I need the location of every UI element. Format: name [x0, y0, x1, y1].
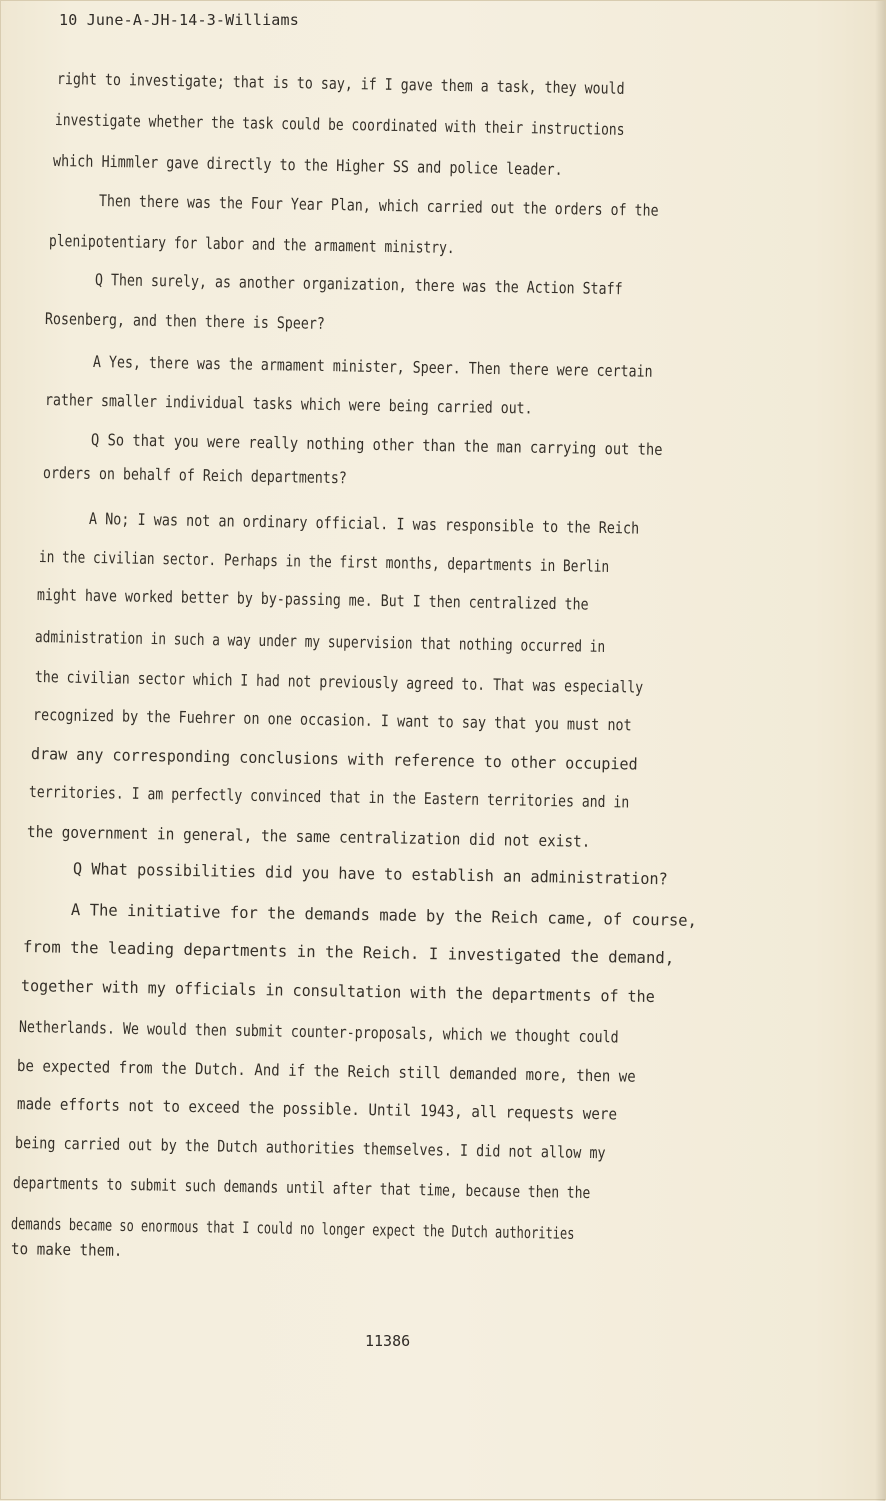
text-line: draw any corresponding conclusions with reference to other occupied: [30, 744, 638, 774]
text-line: administration in such a way under my supervision that nothing occurred in: [34, 627, 606, 656]
text-line: plenipotentiary for labor and the armament ministry.: [48, 231, 455, 258]
text-line: be expected from the Dutch. And if the Reich still demanded more, then we: [16, 1056, 636, 1086]
text-line: A The initiative for the demands made by the Reich came, of course,: [70, 900, 698, 930]
text-line: to make them.: [10, 1239, 123, 1260]
text-line: rather smaller individual tasks which were being carried out.: [44, 390, 533, 418]
text-line: recognized by the Fuehrer on one occasion. I want to say that you must not: [32, 705, 632, 735]
text-line: the civilian sector which I had not previously agreed to. That was especially: [34, 667, 644, 697]
text-line: together with my officials in consultation with the departments of the: [20, 976, 655, 1007]
text-line: Then there was the Four Year Plan, which carried out the orders of the: [98, 191, 659, 220]
text-line: right to investigate; that is to say, if I gave them a task, they would: [56, 69, 625, 98]
text-line: territories. I am perfectly convinced that in the Eastern territories and in: [28, 782, 630, 812]
text-line: Rosenberg, and then there is Speer?: [44, 309, 325, 333]
text-line: Q So that you were really nothing other than the man carrying out the: [90, 430, 663, 459]
transcript-body: [1, 1, 886, 1501]
text-line: Q Then surely, as another organization, there was the Action Staff: [94, 270, 623, 299]
text-line: investigate whether the task could be coordinated with their instructions: [54, 110, 625, 139]
text-line: being carried out by the Dutch authorities themselves. I did not allow my: [14, 1133, 606, 1163]
text-line: orders on behalf of Reich departments?: [42, 463, 347, 488]
page-header: 10 June-A-JH-14-3-Williams: [59, 11, 299, 29]
text-line: demands became so enormous that I could no longer expect the Dutch authorities: [10, 1214, 575, 1243]
text-line: in the civilian sector. Perhaps in the first months, departments in Berlin: [38, 547, 610, 576]
text-line: Netherlands. We would then submit counter-proposals, which we thought could: [18, 1017, 619, 1047]
text-line: made efforts not to exceed the possible. Until 1943, all requests were: [16, 1094, 618, 1124]
text-line: from the leading departments in the Reich. I investigated the demand,: [22, 937, 675, 968]
text-line: might have worked better by by-passing me. But I then centralized the: [36, 585, 589, 614]
text-line: the government in general, the same centralization did not exist.: [26, 822, 591, 851]
text-line: A Yes, there was the armament minister, Speer. Then there were certain: [92, 352, 653, 381]
text-line: which Himmler gave directly to the Higher SS and police leader.: [52, 151, 563, 179]
page-number: 11386: [365, 1332, 411, 1350]
text-line: departments to submit such demands until after that time, because then the: [12, 1173, 591, 1203]
text-line: A No; I was not an ordinary official. I was responsible to the Reich: [88, 509, 640, 538]
text-line: Q What possibilities did you have to establish an administration?: [72, 859, 668, 889]
